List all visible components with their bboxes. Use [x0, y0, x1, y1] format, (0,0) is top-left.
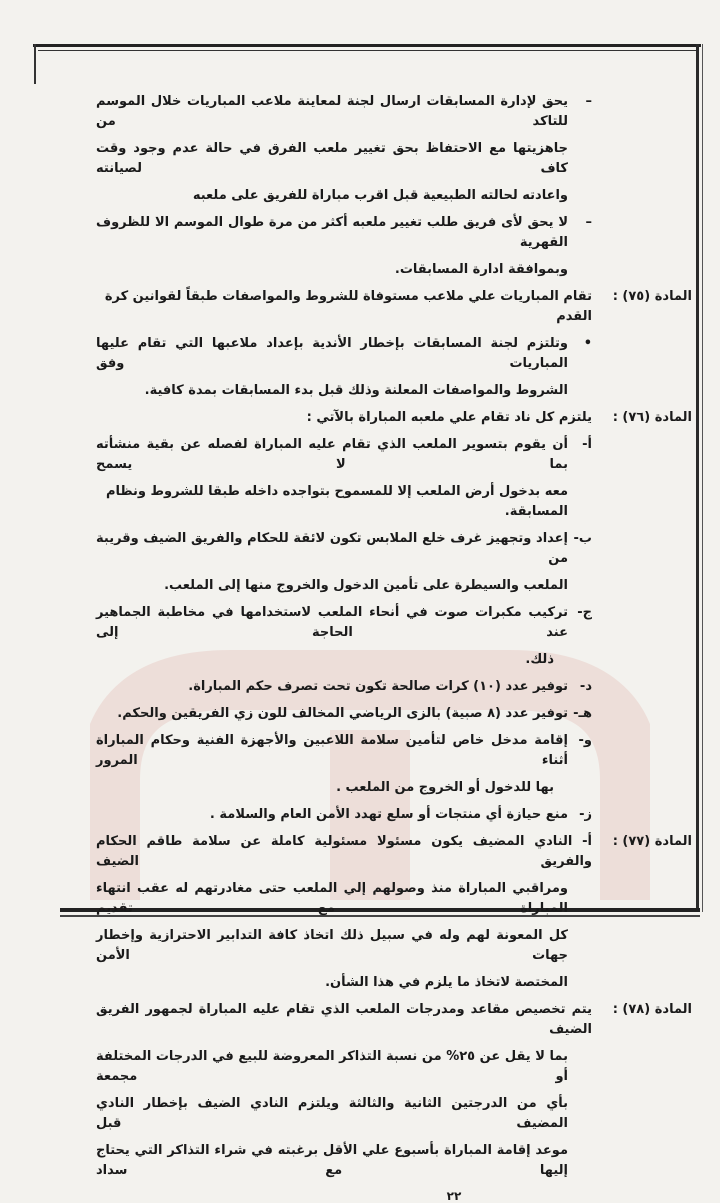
text-line: إقامة مدخل خاص لتأمين سلامة اللاعبين والأجهزة الفنية وحكام المباراة أثناء المرور — [96, 733, 568, 768]
list-marker: أ- — [582, 437, 592, 452]
frame-top-rule-inner — [38, 50, 696, 51]
list-marker: ب- — [573, 531, 592, 546]
frame-left-rule — [34, 44, 36, 84]
list-marker: – — [585, 215, 592, 230]
text-line: ذلك. — [525, 652, 554, 667]
list-marker: – — [585, 94, 592, 109]
text-row — [96, 139, 692, 179]
text-row — [96, 576, 692, 596]
text-line: يحق لإدارة المسابقات ارسال لجنة لمعاينة ملاعب المباريات خلال الموسم للتاكد من — [96, 94, 568, 129]
text-row — [96, 704, 692, 724]
text-row — [96, 1141, 692, 1181]
text-row — [96, 805, 692, 825]
text-row — [96, 334, 692, 374]
text-line: واعادته لحالته الطبيعية قبل اقرب مباراة للفريق على ملعبه — [192, 188, 568, 203]
text-line: وتلتزم لجنة المسابقات بإخطار الأندية بإعداد ملاعبها التي تقام عليها المباريات وفق — [96, 336, 568, 371]
text-row — [96, 973, 692, 993]
text-line: يلتزم كل ناد تقام علي ملعبه المباراة بالآتي : — [306, 410, 592, 425]
text-line: جاهزيتها مع الاحتفاظ بحق تغيير ملعب الفرق في حالة عدم وجود وقت كاف لصيانته — [96, 141, 568, 176]
text-row — [96, 213, 692, 253]
text-line: أ- النادي المضيف يكون مسئولا مسئولية كاملة عن سلامة طاقم الحكام والفريق الضيف — [96, 834, 592, 869]
text-line: تركيب مكبرات صوت في أنحاء الملعب لاستخدامها في مخاطبة الجماهير عند الحاجة إلى — [96, 605, 568, 640]
text-line: أن يقوم بتسوير الملعب الذي تقام عليه المباراة لفصله عن بقية منشأته بما لا يسمح — [96, 437, 568, 472]
text-row — [96, 731, 692, 771]
text-row — [96, 529, 692, 569]
list-marker: ج- — [577, 605, 592, 620]
text-line: موعد إقامة المباراة بأسبوع علي الأقل برغبته في شراء التذاكر التي يحتاج إليها مع سداد — [96, 1143, 568, 1178]
text-line: بها للدخول أو الخروج من الملعب . — [336, 780, 554, 795]
text-line: إعداد وتجهيز غرف خلع الملابس تكون لائقة للحكام والفريق الضيف وقريبة من — [96, 531, 568, 566]
text-row — [96, 832, 692, 872]
text-line: ومراقبي المباراة منذ وصولهم إلي الملعب حتى مغادرتهم له عقب انتهاء المباراة مع تقديم — [96, 881, 568, 916]
text-row — [96, 650, 692, 670]
list-marker: د- — [579, 679, 592, 694]
text-row — [96, 926, 692, 966]
article-label: المادة (٧٦) : — [612, 410, 692, 425]
text-line: توفير عدد (٨ صبية) بالزى الرياضي المخالف للون زي الفريقين والحكم. — [117, 706, 568, 721]
text-row — [96, 435, 692, 475]
text-line: وبموافقة ادارة المسابقات. — [394, 262, 568, 277]
text-line: تقام المباريات علي ملاعب مستوفاة للشروط والمواصفات طبقاً لقوانين كرة القدم — [104, 289, 592, 324]
frame-right-rule-inner — [702, 44, 703, 912]
frame-right-rule — [696, 44, 699, 912]
list-marker: و- — [578, 733, 592, 748]
text-row — [96, 677, 692, 697]
text-row — [96, 1000, 692, 1040]
text-row — [96, 1047, 692, 1087]
text-row — [96, 1094, 692, 1134]
text-line: المختصة لاتخاذ ما يلزم في هذا الشأن. — [325, 975, 568, 990]
text-line: لا يحق لأى فريق طلب تغيير ملعبه أكثر من مرة طوال الموسم الا للظروف القهرية — [96, 215, 568, 250]
text-row — [96, 287, 692, 327]
text-row — [96, 482, 692, 522]
list-marker: ز- — [579, 807, 592, 822]
list-marker: • — [583, 336, 592, 351]
text-line: يتم تخصيص مقاعد ومدرجات الملعب الذي تقام عليه المباراة لجمهور الفريق الضيف — [96, 1002, 592, 1037]
article-label: المادة (٧٨) : — [612, 1002, 692, 1017]
article-label: المادة (٧٧) : — [612, 834, 692, 849]
list-marker: هـ- — [573, 706, 592, 721]
text-row — [96, 260, 692, 280]
text-row — [96, 92, 692, 132]
text-line: كل المعونة لهم وله في سبيل ذلك اتخاذ كافة التدابير الاحترازية وإخطار جهات الأمن — [96, 928, 568, 963]
text-row — [96, 778, 692, 798]
text-line: الملعب والسيطرة على تأمين الدخول والخروج منها إلى الملعب. — [164, 578, 568, 593]
text-row — [96, 603, 692, 643]
text-line: بما لا يقل عن ٢٥% من نسبة التذاكر المعروضة للبيع في الدرجات المختلفة أو مجمعة — [96, 1049, 568, 1084]
document-body — [96, 92, 692, 1203]
text-line: بأي من الدرجتين الثانية والثالثة ويلتزم النادي الضيف بإخطار النادي المضيف قبل — [96, 1096, 568, 1131]
text-row — [96, 381, 692, 401]
text-row — [96, 879, 692, 919]
text-line: الشروط والمواصفات المعلنة وذلك قبل بدء المسابقات بمدة كافية. — [144, 383, 568, 398]
frame-top-rule — [33, 44, 701, 47]
article-label: المادة (٧٥) : — [612, 289, 692, 304]
page-number: ٢٢ — [446, 1189, 462, 1203]
text-row — [96, 408, 692, 428]
text-line: منع حيازة أي منتجات أو سلع تهدد الأمن العام والسلامة . — [209, 807, 568, 822]
text-line: معه بدخول أرض الملعب إلا للمسموح بتواجده داخله طبقا للشروط ونظام المسابقة. — [105, 484, 568, 519]
text-line: توفير عدد (١٠) كرات صالحة تكون تحت تصرف حكم المباراة. — [188, 679, 568, 694]
text-row — [96, 186, 692, 206]
